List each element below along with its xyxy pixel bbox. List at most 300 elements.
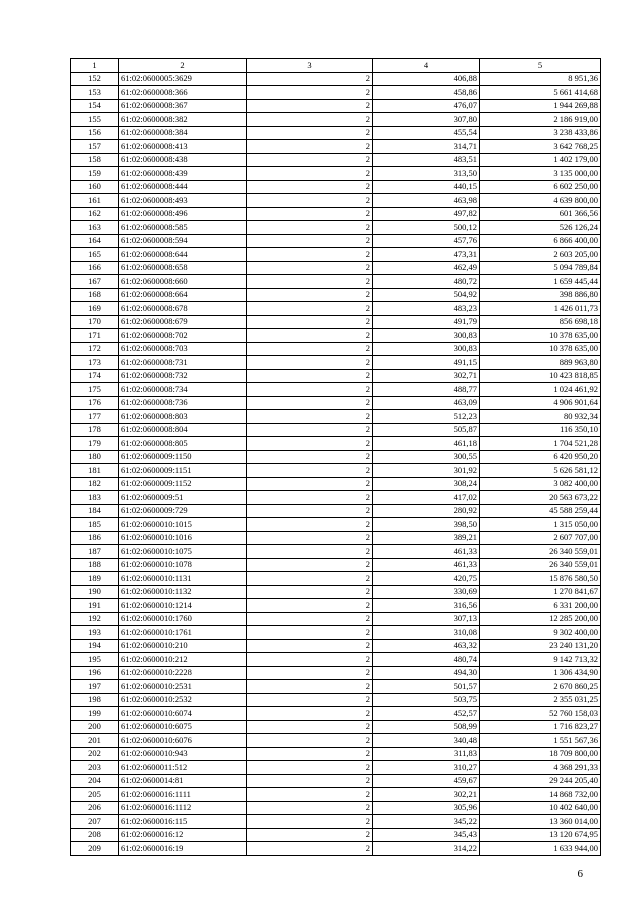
table-cell-col3: 2 bbox=[247, 599, 373, 613]
table-cell-col3: 2 bbox=[247, 612, 373, 626]
table-cell-col4: 310,27 bbox=[373, 761, 480, 775]
table-cell-col2: 61:02:0600008:804 bbox=[119, 423, 247, 437]
table-cell-col5: 1 551 567,36 bbox=[480, 734, 601, 748]
table-row bbox=[71, 828, 601, 842]
table-cell-col5: 15 876 580,50 bbox=[480, 572, 601, 586]
table-row bbox=[71, 720, 601, 734]
table-cell-col4: 459,67 bbox=[373, 774, 480, 788]
table-cell-col3: 2 bbox=[247, 221, 373, 235]
table-cell-col2: 61:02:0600014:81 bbox=[119, 774, 247, 788]
table-cell-col1: 169 bbox=[71, 302, 119, 316]
table-cell-col3: 2 bbox=[247, 248, 373, 262]
table-cell-col3: 2 bbox=[247, 383, 373, 397]
table-cell-col5: 601 366,56 bbox=[480, 207, 601, 221]
table-cell-col3: 2 bbox=[247, 315, 373, 329]
table-cell-col1: 173 bbox=[71, 356, 119, 370]
table-cell-col3: 2 bbox=[247, 774, 373, 788]
table-cell-col2: 61:02:0600010:6076 bbox=[119, 734, 247, 748]
table-cell-col4: 505,87 bbox=[373, 423, 480, 437]
table-cell-col3: 2 bbox=[247, 504, 373, 518]
table-row bbox=[71, 72, 601, 86]
table-cell-col4: 458,86 bbox=[373, 86, 480, 100]
table-cell-col4: 314,71 bbox=[373, 140, 480, 154]
table-cell-col3: 2 bbox=[247, 261, 373, 275]
table-cell-col2: 61:02:0600010:2532 bbox=[119, 693, 247, 707]
table-row bbox=[71, 518, 601, 532]
table-cell-col4: 300,83 bbox=[373, 342, 480, 356]
table-cell-col3: 2 bbox=[247, 86, 373, 100]
table-cell-col2: 61:02:0600008:384 bbox=[119, 126, 247, 140]
table-cell-col1: 168 bbox=[71, 288, 119, 302]
table-cell-col3: 2 bbox=[247, 707, 373, 721]
table-cell-col2: 61:02:0600016:12 bbox=[119, 828, 247, 842]
table-row bbox=[71, 788, 601, 802]
table-cell-col4: 480,74 bbox=[373, 653, 480, 667]
table-cell-col1: 184 bbox=[71, 504, 119, 518]
table-cell-col1: 192 bbox=[71, 612, 119, 626]
table-row bbox=[71, 612, 601, 626]
table-cell-col2: 61:02:0600010:1214 bbox=[119, 599, 247, 613]
table-cell-col4: 307,80 bbox=[373, 113, 480, 127]
table-cell-col2: 61:02:0600008:678 bbox=[119, 302, 247, 316]
table-cell-col5: 29 244 205,40 bbox=[480, 774, 601, 788]
table-cell-col2: 61:02:0600016:1112 bbox=[119, 801, 247, 815]
table-cell-col5: 1 426 011,73 bbox=[480, 302, 601, 316]
table-cell-col4: 311,83 bbox=[373, 747, 480, 761]
table-cell-col4: 463,32 bbox=[373, 639, 480, 653]
table-cell-col4: 417,02 bbox=[373, 491, 480, 505]
table-cell-col1: 194 bbox=[71, 639, 119, 653]
table-row bbox=[71, 315, 601, 329]
table-cell-col5: 1 402 179,00 bbox=[480, 153, 601, 167]
table-cell-col3: 2 bbox=[247, 801, 373, 815]
table-cell-col5: 5 094 789,84 bbox=[480, 261, 601, 275]
table-cell-col2: 61:02:0600010:1075 bbox=[119, 545, 247, 559]
table-cell-col3: 2 bbox=[247, 140, 373, 154]
table-cell-col1: 153 bbox=[71, 86, 119, 100]
table-row bbox=[71, 302, 601, 316]
table-cell-col3: 2 bbox=[247, 491, 373, 505]
table-cell-col3: 2 bbox=[247, 518, 373, 532]
table-cell-col1: 162 bbox=[71, 207, 119, 221]
table-cell-col1: 165 bbox=[71, 248, 119, 262]
table-cell-col1: 208 bbox=[71, 828, 119, 842]
table-cell-col2: 61:02:0600008:702 bbox=[119, 329, 247, 343]
table-cell-col2: 61:02:0600008:585 bbox=[119, 221, 247, 235]
table-cell-col2: 61:02:0600010:1078 bbox=[119, 558, 247, 572]
table-row bbox=[71, 801, 601, 815]
table-cell-col2: 61:02:0600009:1152 bbox=[119, 477, 247, 491]
table-cell-col4: 301,92 bbox=[373, 464, 480, 478]
table-cell-col3: 2 bbox=[247, 113, 373, 127]
table-cell-col2: 61:02:0600010:210 bbox=[119, 639, 247, 653]
table-cell-col1: 202 bbox=[71, 747, 119, 761]
table-cell-col3: 2 bbox=[247, 450, 373, 464]
table-cell-col2: 61:02:0600010:1131 bbox=[119, 572, 247, 586]
table-row bbox=[71, 747, 601, 761]
table-cell-col1: 156 bbox=[71, 126, 119, 140]
table-row bbox=[71, 369, 601, 383]
table-cell-col3: 2 bbox=[247, 531, 373, 545]
table-cell-col2: 61:02:0600008:664 bbox=[119, 288, 247, 302]
table-cell-col4: 491,15 bbox=[373, 356, 480, 370]
table-cell-col2: 61:02:0600008:803 bbox=[119, 410, 247, 424]
table-cell-col3: 2 bbox=[247, 126, 373, 140]
table-cell-col1: 159 bbox=[71, 167, 119, 181]
table-cell-col3: 2 bbox=[247, 153, 373, 167]
table-cell-col1: 177 bbox=[71, 410, 119, 424]
table-cell-col4: 491,79 bbox=[373, 315, 480, 329]
table-cell-col5: 6 331 200,00 bbox=[480, 599, 601, 613]
table-cell-col5: 1 659 445,44 bbox=[480, 275, 601, 289]
table-cell-col3: 2 bbox=[247, 99, 373, 113]
table-cell-col2: 61:02:0600009:1150 bbox=[119, 450, 247, 464]
table-cell-col3: 2 bbox=[247, 572, 373, 586]
table-cell-col1: 179 bbox=[71, 437, 119, 451]
table-cell-col3: 2 bbox=[247, 329, 373, 343]
table-cell-col4: 280,92 bbox=[373, 504, 480, 518]
table-cell-col1: 209 bbox=[71, 842, 119, 856]
table-cell-col3: 2 bbox=[247, 680, 373, 694]
table-cell-col2: 61:02:0600005:3629 bbox=[119, 72, 247, 86]
table-cell-col4: 398,50 bbox=[373, 518, 480, 532]
table-cell-col2: 61:02:0600010:1760 bbox=[119, 612, 247, 626]
table-row bbox=[71, 383, 601, 397]
table-cell-col5: 3 135 000,00 bbox=[480, 167, 601, 181]
table-cell-col1: 195 bbox=[71, 653, 119, 667]
table-cell-col1: 154 bbox=[71, 99, 119, 113]
table-cell-col3: 2 bbox=[247, 410, 373, 424]
table-cell-col2: 61:02:0600008:732 bbox=[119, 369, 247, 383]
table-row bbox=[71, 167, 601, 181]
table-cell-col2: 61:02:0600010:1761 bbox=[119, 626, 247, 640]
table-row bbox=[71, 423, 601, 437]
table-cell-col5: 1 704 521,28 bbox=[480, 437, 601, 451]
table-row bbox=[71, 761, 601, 775]
table-cell-col4: 504,92 bbox=[373, 288, 480, 302]
column-header-1: 1 bbox=[71, 59, 119, 73]
table-row bbox=[71, 545, 601, 559]
table-cell-col3: 2 bbox=[247, 167, 373, 181]
table-cell-col5: 3 642 768,25 bbox=[480, 140, 601, 154]
table-cell-col2: 61:02:0600010:943 bbox=[119, 747, 247, 761]
table-cell-col4: 480,72 bbox=[373, 275, 480, 289]
table-cell-col3: 2 bbox=[247, 747, 373, 761]
table-cell-col2: 61:02:0600008:367 bbox=[119, 99, 247, 113]
table-row bbox=[71, 585, 601, 599]
table-cell-col1: 201 bbox=[71, 734, 119, 748]
table-cell-col1: 163 bbox=[71, 221, 119, 235]
table-cell-col5: 80 932,34 bbox=[480, 410, 601, 424]
table-cell-col3: 2 bbox=[247, 288, 373, 302]
table-cell-col1: 167 bbox=[71, 275, 119, 289]
table-cell-col4: 316,56 bbox=[373, 599, 480, 613]
table-row bbox=[71, 477, 601, 491]
table-cell-col5: 13 360 014,00 bbox=[480, 815, 601, 829]
header-row bbox=[71, 59, 601, 73]
column-header-2: 2 bbox=[119, 59, 247, 73]
table-cell-col1: 180 bbox=[71, 450, 119, 464]
table-cell-col3: 2 bbox=[247, 585, 373, 599]
table-cell-col1: 205 bbox=[71, 788, 119, 802]
table-row bbox=[71, 261, 601, 275]
table-cell-col4: 503,75 bbox=[373, 693, 480, 707]
table-row bbox=[71, 653, 601, 667]
table-cell-col2: 61:02:0600010:2531 bbox=[119, 680, 247, 694]
table-cell-col5: 12 285 200,00 bbox=[480, 612, 601, 626]
table-cell-col2: 61:02:0600008:493 bbox=[119, 194, 247, 208]
table-cell-col3: 2 bbox=[247, 626, 373, 640]
table-cell-col5: 5 661 414,68 bbox=[480, 86, 601, 100]
table-cell-col3: 2 bbox=[247, 842, 373, 856]
table-cell-col4: 494,30 bbox=[373, 666, 480, 680]
table-cell-col1: 188 bbox=[71, 558, 119, 572]
table-cell-col3: 2 bbox=[247, 194, 373, 208]
table-cell-col1: 178 bbox=[71, 423, 119, 437]
table-cell-col2: 61:02:0600010:1016 bbox=[119, 531, 247, 545]
table-cell-col1: 152 bbox=[71, 72, 119, 86]
table-cell-col5: 13 120 674,95 bbox=[480, 828, 601, 842]
table-cell-col4: 512,23 bbox=[373, 410, 480, 424]
table-cell-col4: 440,15 bbox=[373, 180, 480, 194]
table-cell-col1: 206 bbox=[71, 801, 119, 815]
table-cell-col5: 9 302 400,00 bbox=[480, 626, 601, 640]
table-cell-col5: 3 082 400,00 bbox=[480, 477, 601, 491]
table-cell-col5: 26 340 559,01 bbox=[480, 558, 601, 572]
table-row bbox=[71, 113, 601, 127]
table-cell-col4: 455,54 bbox=[373, 126, 480, 140]
table-cell-col5: 1 306 434,90 bbox=[480, 666, 601, 680]
table-cell-col4: 488,77 bbox=[373, 383, 480, 397]
table-cell-col3: 2 bbox=[247, 734, 373, 748]
table-cell-col2: 61:02:0600010:6074 bbox=[119, 707, 247, 721]
table-cell-col1: 174 bbox=[71, 369, 119, 383]
table-row bbox=[71, 626, 601, 640]
table-cell-col1: 157 bbox=[71, 140, 119, 154]
table-cell-col2: 61:02:0600008:703 bbox=[119, 342, 247, 356]
table-cell-col5: 2 186 919,00 bbox=[480, 113, 601, 127]
table-cell-col1: 187 bbox=[71, 545, 119, 559]
table-cell-col5: 23 240 131,20 bbox=[480, 639, 601, 653]
table-cell-col4: 406,88 bbox=[373, 72, 480, 86]
table-cell-col1: 171 bbox=[71, 329, 119, 343]
table-cell-col5: 1 944 269,88 bbox=[480, 99, 601, 113]
table-row bbox=[71, 275, 601, 289]
table-cell-col5: 20 563 673,22 bbox=[480, 491, 601, 505]
table-cell-col5: 526 126,24 bbox=[480, 221, 601, 235]
table-cell-col3: 2 bbox=[247, 477, 373, 491]
table-cell-col3: 2 bbox=[247, 437, 373, 451]
table-cell-col1: 198 bbox=[71, 693, 119, 707]
table-cell-col1: 181 bbox=[71, 464, 119, 478]
table-cell-col5: 1 024 461,92 bbox=[480, 383, 601, 397]
table-cell-col3: 2 bbox=[247, 653, 373, 667]
table-row bbox=[71, 194, 601, 208]
table-cell-col1: 190 bbox=[71, 585, 119, 599]
table-cell-col5: 6 866 400,00 bbox=[480, 234, 601, 248]
table-cell-col4: 300,83 bbox=[373, 329, 480, 343]
table-cell-col2: 61:02:0600008:413 bbox=[119, 140, 247, 154]
table-cell-col5: 6 420 950,20 bbox=[480, 450, 601, 464]
table-cell-col3: 2 bbox=[247, 396, 373, 410]
table-cell-col1: 161 bbox=[71, 194, 119, 208]
table-cell-col5: 14 868 732,00 bbox=[480, 788, 601, 802]
table-cell-col2: 61:02:0600008:805 bbox=[119, 437, 247, 451]
table-cell-col2: 61:02:0600010:212 bbox=[119, 653, 247, 667]
table-cell-col4: 461,33 bbox=[373, 545, 480, 559]
table-cell-col3: 2 bbox=[247, 788, 373, 802]
table-cell-col2: 61:02:0600009:1151 bbox=[119, 464, 247, 478]
table-cell-col5: 45 588 259,44 bbox=[480, 504, 601, 518]
table-cell-col2: 61:02:0600010:2228 bbox=[119, 666, 247, 680]
table-cell-col3: 2 bbox=[247, 815, 373, 829]
table-cell-col5: 398 886,80 bbox=[480, 288, 601, 302]
page-number: 6 bbox=[577, 868, 583, 880]
table-cell-col4: 345,22 bbox=[373, 815, 480, 829]
table-cell-col4: 300,55 bbox=[373, 450, 480, 464]
table-cell-col2: 61:02:0600008:658 bbox=[119, 261, 247, 275]
table-cell-col5: 18 709 800,00 bbox=[480, 747, 601, 761]
table-row bbox=[71, 329, 601, 343]
table-cell-col3: 2 bbox=[247, 356, 373, 370]
table-cell-col1: 176 bbox=[71, 396, 119, 410]
table-cell-col4: 313,50 bbox=[373, 167, 480, 181]
table-cell-col5: 1 315 050,00 bbox=[480, 518, 601, 532]
table-cell-col5: 4 906 901,64 bbox=[480, 396, 601, 410]
table-cell-col4: 345,43 bbox=[373, 828, 480, 842]
table-row bbox=[71, 437, 601, 451]
table-row bbox=[71, 558, 601, 572]
table-cell-col1: 160 bbox=[71, 180, 119, 194]
table-cell-col2: 61:02:0600010:6075 bbox=[119, 720, 247, 734]
table-cell-col5: 10 378 635,00 bbox=[480, 342, 601, 356]
table-cell-col2: 61:02:0600008:736 bbox=[119, 396, 247, 410]
table-cell-col1: 196 bbox=[71, 666, 119, 680]
table-cell-col5: 116 350,10 bbox=[480, 423, 601, 437]
table-cell-col2: 61:02:0600008:366 bbox=[119, 86, 247, 100]
table-cell-col4: 457,76 bbox=[373, 234, 480, 248]
table-cell-col4: 302,71 bbox=[373, 369, 480, 383]
column-header-4: 4 bbox=[373, 59, 480, 73]
table-cell-col3: 2 bbox=[247, 180, 373, 194]
table-cell-col2: 61:02:0600008:734 bbox=[119, 383, 247, 397]
table-cell-col3: 2 bbox=[247, 761, 373, 775]
table-cell-col5: 10 378 635,00 bbox=[480, 329, 601, 343]
table-cell-col2: 61:02:0600008:382 bbox=[119, 113, 247, 127]
table-cell-col3: 2 bbox=[247, 275, 373, 289]
table-cell-col4: 473,31 bbox=[373, 248, 480, 262]
table-row bbox=[71, 464, 601, 478]
table-row bbox=[71, 248, 601, 262]
table-row bbox=[71, 342, 601, 356]
table-cell-col4: 310,08 bbox=[373, 626, 480, 640]
table-row bbox=[71, 504, 601, 518]
table-cell-col5: 52 760 158,03 bbox=[480, 707, 601, 721]
table-cell-col3: 2 bbox=[247, 207, 373, 221]
table-cell-col3: 2 bbox=[247, 666, 373, 680]
table-cell-col4: 420,75 bbox=[373, 572, 480, 586]
table-cell-col4: 463,98 bbox=[373, 194, 480, 208]
table-cell-col1: 193 bbox=[71, 626, 119, 640]
table-cell-col5: 2 607 707,00 bbox=[480, 531, 601, 545]
table-row bbox=[71, 599, 601, 613]
table-cell-col3: 2 bbox=[247, 828, 373, 842]
table-cell-col2: 61:02:0600008:660 bbox=[119, 275, 247, 289]
table-row bbox=[71, 531, 601, 545]
table-cell-col2: 61:02:0600009:51 bbox=[119, 491, 247, 505]
table-cell-col5: 9 142 713,32 bbox=[480, 653, 601, 667]
table-cell-col3: 2 bbox=[247, 464, 373, 478]
table-cell-col1: 158 bbox=[71, 153, 119, 167]
table-row bbox=[71, 356, 601, 370]
table-cell-col1: 183 bbox=[71, 491, 119, 505]
table-cell-col1: 155 bbox=[71, 113, 119, 127]
table-cell-col4: 462,49 bbox=[373, 261, 480, 275]
table-cell-col3: 2 bbox=[247, 720, 373, 734]
table-cell-col2: 61:02:0600016:19 bbox=[119, 842, 247, 856]
table-cell-col4: 476,07 bbox=[373, 99, 480, 113]
table-cell-col3: 2 bbox=[247, 234, 373, 248]
table-row bbox=[71, 180, 601, 194]
table-cell-col2: 61:02:0600008:679 bbox=[119, 315, 247, 329]
table-cell-col4: 501,57 bbox=[373, 680, 480, 694]
table-row bbox=[71, 693, 601, 707]
table-cell-col4: 314,22 bbox=[373, 842, 480, 856]
table-cell-col1: 203 bbox=[71, 761, 119, 775]
table-cell-col5: 1 716 823,27 bbox=[480, 720, 601, 734]
table-cell-col4: 330,69 bbox=[373, 585, 480, 599]
table-cell-col5: 889 963,80 bbox=[480, 356, 601, 370]
table-cell-col3: 2 bbox=[247, 72, 373, 86]
table-cell-col5: 856 698,18 bbox=[480, 315, 601, 329]
table-row bbox=[71, 572, 601, 586]
table-cell-col4: 483,51 bbox=[373, 153, 480, 167]
table-cell-col5: 5 626 581,12 bbox=[480, 464, 601, 478]
table-cell-col5: 10 423 818,85 bbox=[480, 369, 601, 383]
table-cell-col2: 61:02:0600008:594 bbox=[119, 234, 247, 248]
table-cell-col4: 508,99 bbox=[373, 720, 480, 734]
table-cell-col5: 10 402 640,00 bbox=[480, 801, 601, 815]
table-cell-col1: 197 bbox=[71, 680, 119, 694]
table-row bbox=[71, 680, 601, 694]
table-cell-col2: 61:02:0600009:729 bbox=[119, 504, 247, 518]
table-cell-col2: 61:02:0600016:115 bbox=[119, 815, 247, 829]
table-cell-col1: 164 bbox=[71, 234, 119, 248]
table-cell-col1: 172 bbox=[71, 342, 119, 356]
table-cell-col1: 191 bbox=[71, 599, 119, 613]
table-row bbox=[71, 815, 601, 829]
table-cell-col4: 340,48 bbox=[373, 734, 480, 748]
table-row bbox=[71, 639, 601, 653]
table-cell-col5: 1 270 841,67 bbox=[480, 585, 601, 599]
table-row bbox=[71, 288, 601, 302]
table-cell-col4: 461,18 bbox=[373, 437, 480, 451]
table-cell-col1: 199 bbox=[71, 707, 119, 721]
table-row bbox=[71, 234, 601, 248]
table-cell-col5: 8 951,36 bbox=[480, 72, 601, 86]
table-cell-col3: 2 bbox=[247, 423, 373, 437]
table-row bbox=[71, 207, 601, 221]
table-cell-col1: 207 bbox=[71, 815, 119, 829]
table-cell-col3: 2 bbox=[247, 693, 373, 707]
table-row bbox=[71, 450, 601, 464]
table-cell-col2: 61:02:0600008:444 bbox=[119, 180, 247, 194]
column-header-5: 5 bbox=[480, 59, 601, 73]
table-cell-col2: 61:02:0600008:496 bbox=[119, 207, 247, 221]
table-cell-col5: 6 602 250,00 bbox=[480, 180, 601, 194]
table-row bbox=[71, 153, 601, 167]
table-cell-col5: 26 340 559,01 bbox=[480, 545, 601, 559]
